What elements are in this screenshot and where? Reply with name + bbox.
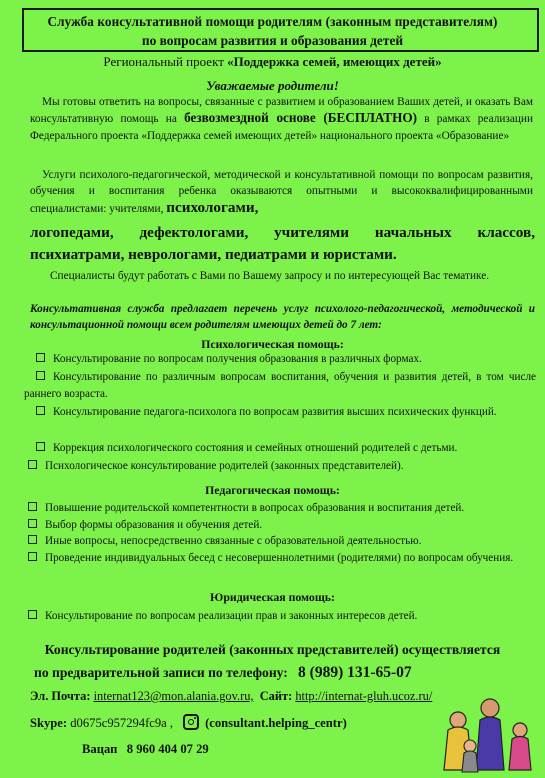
intro-paragraph: [30, 94, 533, 144]
contacts-phone-line: [34, 664, 534, 682]
skype-label: Skype:: [30, 716, 68, 730]
list-item: Проведение индивидуальных бесед с несовершеннолетними (родителями) по вопросам обучения.: [16, 550, 528, 567]
intro-text-1: Мы готовы ответить на вопросы, связанные с развитием и образованием Ваших детей, и оказать Вам консультативную помощь на: [30, 96, 533, 126]
list-item: Коррекция психологического состояния и семейных отношений родителей с детьми.: [24, 440, 536, 457]
email-label: Эл. Почта:: [30, 689, 91, 703]
request-note: Специалисты будут работать с Вами по Вашему запросу и по интересующей Вас тематике.: [50, 270, 490, 282]
whatsapp-number[interactable]: 8 960 404 07 29: [126, 742, 209, 756]
contacts-line2: по предварительной записи по телефону:: [34, 665, 288, 680]
services-text: Услуги психолого-педагогической, методической и консультативной помощи по вопросам развития, обучения и воспитания ребенка оказываются опытными и высококвалифицированными специалистами: учителями,: [30, 169, 533, 215]
offer-paragraph: Консультативная служба предлагает перечень услуг психолого-педагогической, методической и консультационной помощи всем родителям имеющих детей до 7 лет:: [30, 303, 535, 331]
checkbox-icon: [28, 502, 37, 511]
site-link[interactable]: http://internat-gluh.ucoz.ru/: [295, 689, 433, 703]
checkbox-icon: [28, 519, 37, 528]
checkbox-icon: [36, 406, 45, 415]
phone-number[interactable]: 8 (989) 131-65-07: [298, 664, 412, 681]
whatsapp-label: Вацап: [82, 742, 118, 756]
list-item: Повышение родительской компетентности в вопросах образования и воспитания детей.: [16, 500, 528, 517]
instagram-icon: [183, 714, 199, 730]
list-item: Консультирование по различным вопросам воспитания, обучения и развития детей, в том числе раннего возраста.: [24, 371, 536, 400]
site-label: Сайт:: [259, 689, 293, 703]
checkbox-icon: [28, 610, 37, 619]
list-item: Иные вопросы, непосредственно связанные с образовательной деятельностью.: [16, 533, 528, 550]
services-specialists-2: логопедами, дефектологами, учителями начальных классов, психиатрами, неврологами, педиатрами и юристами.: [30, 224, 535, 263]
list-item: Консультирование по вопросам получения образования в различных формах.: [24, 351, 536, 368]
checkbox-icon: [36, 371, 45, 380]
psych-section-title: Психологическая помощь:: [201, 337, 344, 351]
family-illustration: [434, 690, 542, 776]
pedag-section-title: Педагогическая помощь:: [205, 483, 340, 497]
header-title-line2: по вопросам развития и образования детей: [141, 33, 404, 48]
services-specialists-1: психологами,: [166, 198, 259, 216]
intro-free-emphasis: безвозмездной основе (БЕСПЛАТНО): [184, 110, 417, 126]
instagram-handle[interactable]: (consultant.helping_centr): [205, 716, 347, 730]
list-item: Выбор формы образования и обучения детей.: [16, 517, 528, 534]
contacts-line1: Консультирование родителей (законных представителей) осуществляется: [44, 642, 501, 657]
list-item: Психологическое консультирование родителей (законных представителей).: [16, 458, 528, 475]
regional-project: [0, 54, 545, 70]
checkbox-icon: [28, 535, 37, 544]
services-paragraph: [30, 167, 533, 217]
skype-id[interactable]: d0675c957294fc9a ,: [70, 716, 174, 730]
greeting: Уважаемые родители!: [206, 78, 339, 93]
list-item: Консультирование по вопросам реализации прав и законных интересов детей.: [16, 608, 528, 625]
checkbox-icon: [36, 353, 45, 362]
intro-text-2: в рамках реализации Федерального проекта «Поддержка семей имеющих детей» национального проекта «Образование»: [30, 113, 533, 142]
checkbox-icon: [28, 460, 37, 469]
contacts-whatsapp-line: [82, 742, 382, 757]
list-item: Консультирование педагога-психолога по вопросам развития высших психических функций.: [24, 404, 536, 421]
checkbox-icon: [36, 442, 45, 451]
checkbox-icon: [28, 552, 37, 561]
legal-section-title: Юридическая помощь:: [210, 590, 335, 604]
regional-project-name: «Поддержка семей, имеющих детей»: [227, 54, 442, 69]
regional-project-prefix: Региональный проект: [103, 54, 228, 69]
family-figures: [444, 699, 531, 772]
header-title-line1: Служба консультативной помощи родителям (законным представителям): [47, 14, 498, 29]
email-link[interactable]: internat123@mon.alania.gov.ru,: [93, 689, 254, 703]
